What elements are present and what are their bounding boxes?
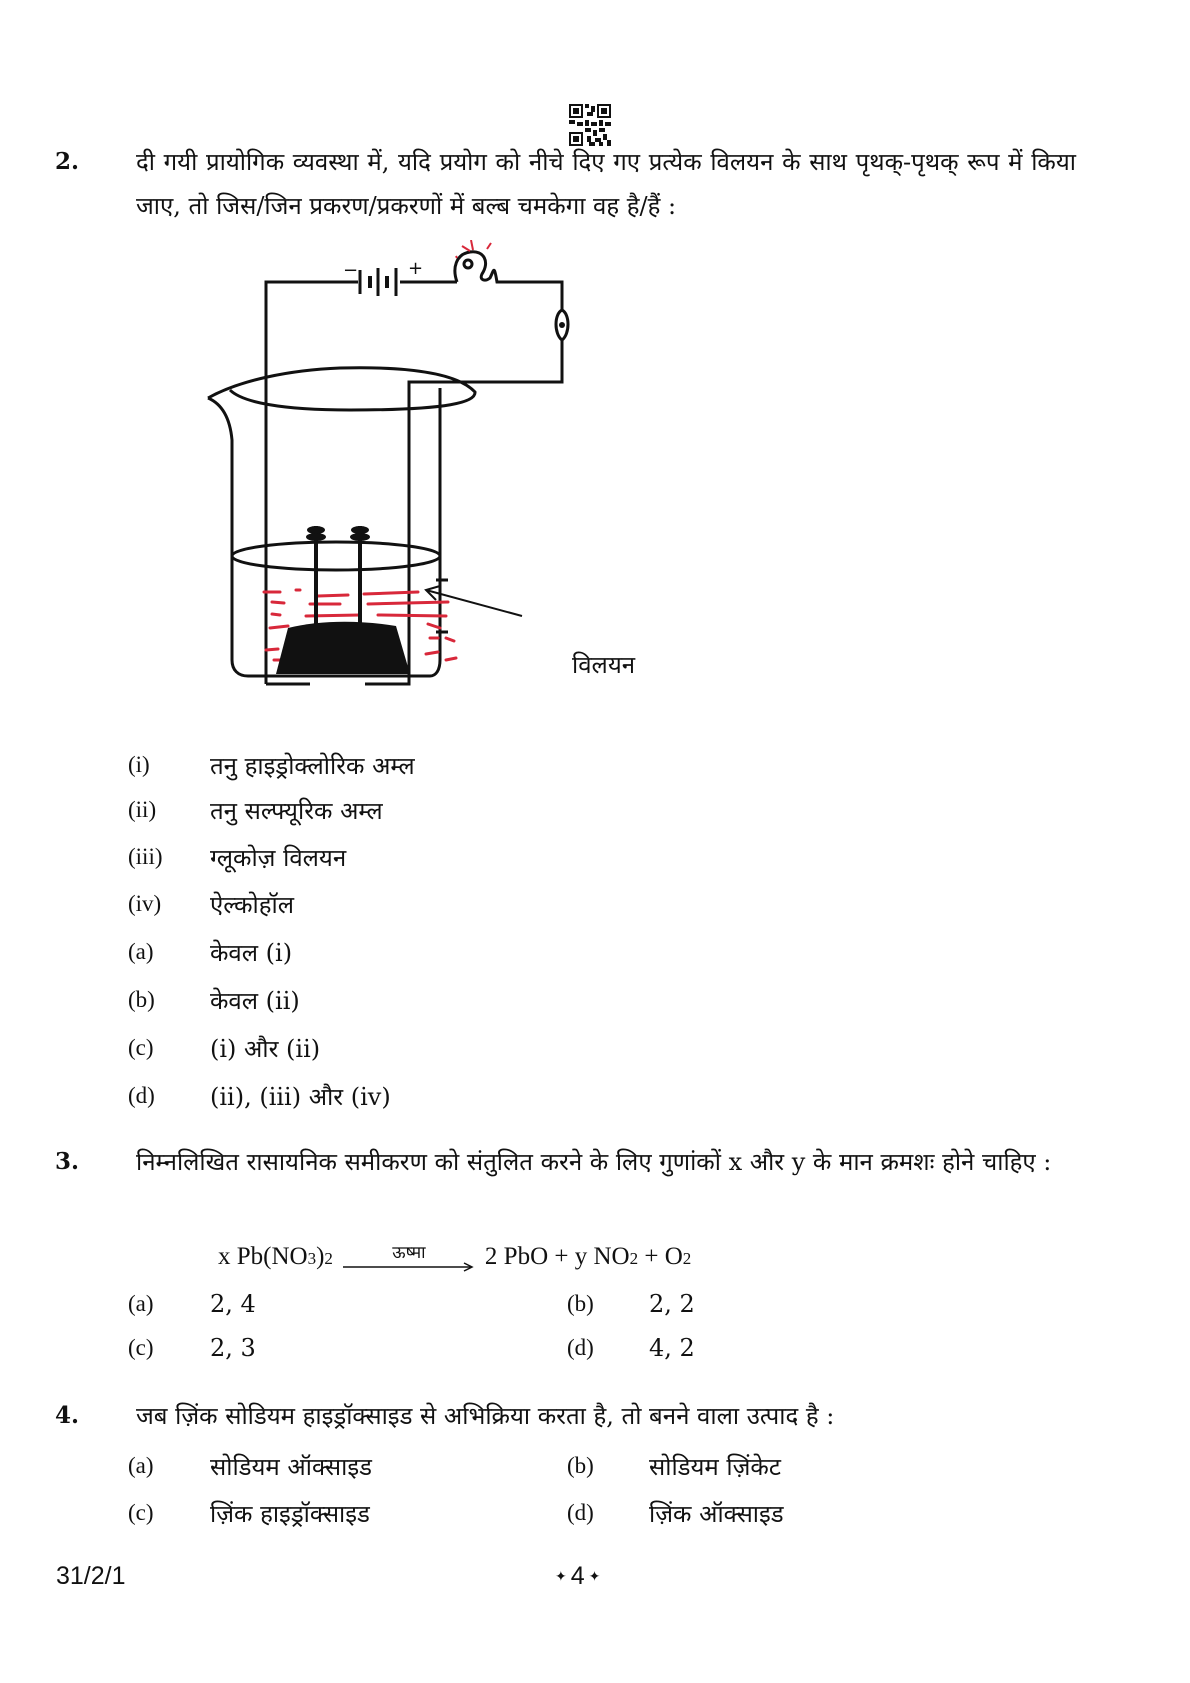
option-label: (a) xyxy=(128,1291,154,1316)
option-d[interactable] xyxy=(567,1493,784,1533)
option-b[interactable] xyxy=(567,1284,695,1324)
option-a[interactable] xyxy=(128,932,292,972)
option-label: (b) xyxy=(128,987,155,1012)
option-c[interactable] xyxy=(128,1328,256,1368)
item-label: (i) xyxy=(128,752,150,777)
option-c[interactable] xyxy=(128,1028,320,1068)
option-label: (c) xyxy=(128,1500,154,1525)
option-label: (c) xyxy=(128,1335,154,1360)
battery-plus-label: + xyxy=(408,258,424,279)
option-text: ज़िंक ऑक्साइड xyxy=(649,1499,784,1528)
item-text: ग्लूकोज़ विलयन xyxy=(210,843,347,872)
item-text: ऐल्कोहॉल xyxy=(210,890,294,919)
solution-label: विलयन xyxy=(572,651,636,679)
question-number-3: 3. xyxy=(55,1148,80,1175)
question-number-2: 2. xyxy=(55,148,80,175)
option-label: (d) xyxy=(567,1335,594,1360)
ornament-icon: ✦ xyxy=(588,1568,601,1584)
option-text: 2, 4 xyxy=(210,1290,256,1318)
question-text-2: दी गयी प्रायोगिक व्यवस्था में, यदि प्रयोग को नीचे दिए गए प्रत्येक विलयन के साथ पृथक्-पृथक् रूप में किया जाए, तो जिस/जिन प्रकरण/प्रकरणों में बल्ब चमकेगा वह है/हैं : xyxy=(136,148,1076,220)
equation-subscript: 2 xyxy=(629,1249,639,1268)
option-text: 2, 2 xyxy=(649,1290,695,1318)
equation-subscript: 2 xyxy=(324,1249,333,1268)
equation-rhs: + O xyxy=(638,1243,683,1270)
page-number-value: 4 xyxy=(570,1562,585,1590)
item-text: तनु सल्फ्यूरिक अम्ल xyxy=(210,796,383,825)
option-label: (d) xyxy=(128,1083,155,1108)
equation-rhs: 2 PbO + y NO xyxy=(484,1243,630,1270)
item-label: (iii) xyxy=(128,844,163,869)
option-label: (b) xyxy=(567,1453,594,1478)
question-number-4: 4. xyxy=(55,1402,80,1429)
option-text: केवल (ii) xyxy=(210,986,300,1015)
item-label: (ii) xyxy=(128,797,157,822)
option-label: (a) xyxy=(128,1453,154,1478)
option-label: (d) xyxy=(567,1500,594,1525)
option-text: सोडियम ज़िंकेट xyxy=(649,1452,781,1481)
option-text: सोडियम ऑक्साइड xyxy=(210,1452,372,1481)
option-b[interactable] xyxy=(128,980,300,1020)
question-text-4: जब ज़िंक सोडियम हाइड्रॉक्साइड से अभिक्रिया करता है, तो बनने वाला उत्पाद है : xyxy=(136,1402,835,1430)
option-label: (c) xyxy=(128,1035,154,1060)
option-text: (ii), (iii) और (iv) xyxy=(210,1082,391,1111)
list-item xyxy=(128,745,415,785)
equation-subscript: 2 xyxy=(682,1249,692,1268)
option-text: केवल (i) xyxy=(210,938,293,967)
equation-lhs: x Pb(NO xyxy=(218,1243,308,1270)
equation-subscript: 3 xyxy=(307,1249,317,1268)
option-d[interactable] xyxy=(128,1076,391,1116)
equation-paren: ) xyxy=(316,1243,325,1270)
arrow-label-heat: ऊष्मा xyxy=(392,1243,426,1262)
item-text: तनु हाइड्रोक्लोरिक अम्ल xyxy=(210,751,415,780)
option-text: 4, 2 xyxy=(649,1334,695,1362)
reaction-arrow xyxy=(343,1244,475,1272)
chemical-equation xyxy=(218,1243,691,1278)
question-text-3: निम्नलिखित रासायनिक समीकरण को संतुलित करने के लिए गुणांकों x और y के मान क्रमशः होने चाहिए : xyxy=(136,1148,1052,1176)
battery-minus-label: − xyxy=(343,260,359,281)
page-number xyxy=(555,1562,600,1591)
option-label: (b) xyxy=(567,1291,594,1316)
ornament-icon: ✦ xyxy=(555,1568,567,1584)
option-label: (a) xyxy=(128,939,154,964)
option-a[interactable] xyxy=(128,1284,256,1324)
option-d[interactable] xyxy=(567,1328,695,1368)
paper-code: 31/2/1 xyxy=(56,1562,126,1590)
option-a[interactable] xyxy=(128,1446,372,1486)
option-b[interactable] xyxy=(567,1446,781,1486)
list-item xyxy=(128,790,383,830)
option-text: ज़िंक हाइड्रॉक्साइड xyxy=(210,1499,370,1528)
option-text: (i) और (ii) xyxy=(210,1034,321,1063)
option-text: 2, 3 xyxy=(210,1334,256,1362)
item-label: (iv) xyxy=(128,891,162,916)
right-arrow-icon xyxy=(343,1262,475,1272)
list-item xyxy=(128,884,294,924)
list-item xyxy=(128,837,346,877)
option-c[interactable] xyxy=(128,1493,370,1533)
